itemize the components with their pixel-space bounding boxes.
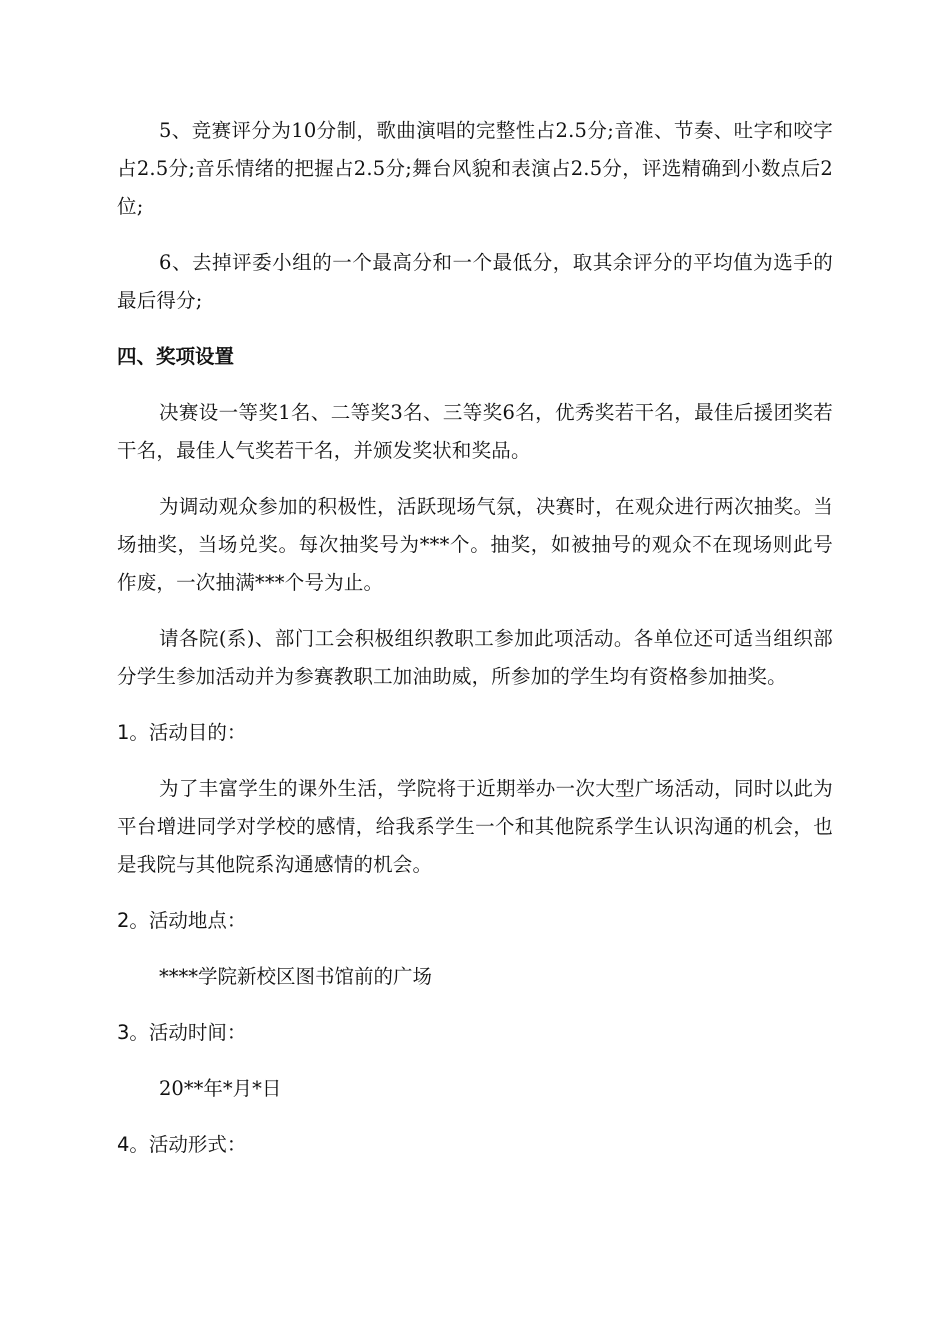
paragraph-purpose: 为了丰富学生的课外生活，学院将于近期举办一次大型广场活动，同时以此为平台增进同学对学校的感情，给我系学生一个和其他院系学生认识沟通的机会，也是我院与其他院系沟通感情的机会。 bbox=[117, 777, 833, 876]
paragraph-average-score: 6、去掉评委小组的一个最高分和一个最低分，取其余评分的平均值为选手的最后得分; bbox=[117, 251, 833, 312]
paragraph-awards: 决赛设一等奖1名、二等奖3名、三等奖6名，优秀奖若干名，最佳后援团奖若干名，最佳人气奖若干名，并颁发奖状和奖品。 bbox=[117, 401, 833, 462]
item-label-location: 2。活动地点： bbox=[117, 909, 247, 932]
location-text: ****学院新校区图书馆前的广场 bbox=[159, 965, 433, 988]
section-heading-awards: 四、奖项设置 bbox=[117, 345, 235, 368]
paragraph-scoring: 5、竞赛评分为10分制，歌曲演唱的完整性占2.5分;音准、节奏、吐字和咬字占2.5分;音乐情绪的把握占2.5分;舞台风貌和表演占2.5分，评选精确到小数点后2位; bbox=[117, 119, 833, 218]
paragraph-lottery: 为调动观众参加的积极性，活跃现场气氛，决赛时，在观众进行两次抽奖。当场抽奖，当场兑奖。每次抽奖号为***个。抽奖，如被抽号的观众不在现场则此号作废，一次抽满***个号为止。 bbox=[117, 495, 833, 594]
item-label-format: 4。活动形式： bbox=[117, 1133, 247, 1156]
paragraph-organize: 请各院(系)、部门工会积极组织教职工参加此项活动。各单位还可适当组织部分学生参加活动并为参赛教职工加油助威，所参加的学生均有资格参加抽奖。 bbox=[117, 627, 833, 688]
document-body bbox=[117, 112, 833, 1182]
item-label-time: 3。活动时间： bbox=[117, 1021, 247, 1044]
item-label-purpose: 1。活动目的： bbox=[117, 721, 247, 744]
time-text: 20**年*月*日 bbox=[159, 1077, 282, 1100]
